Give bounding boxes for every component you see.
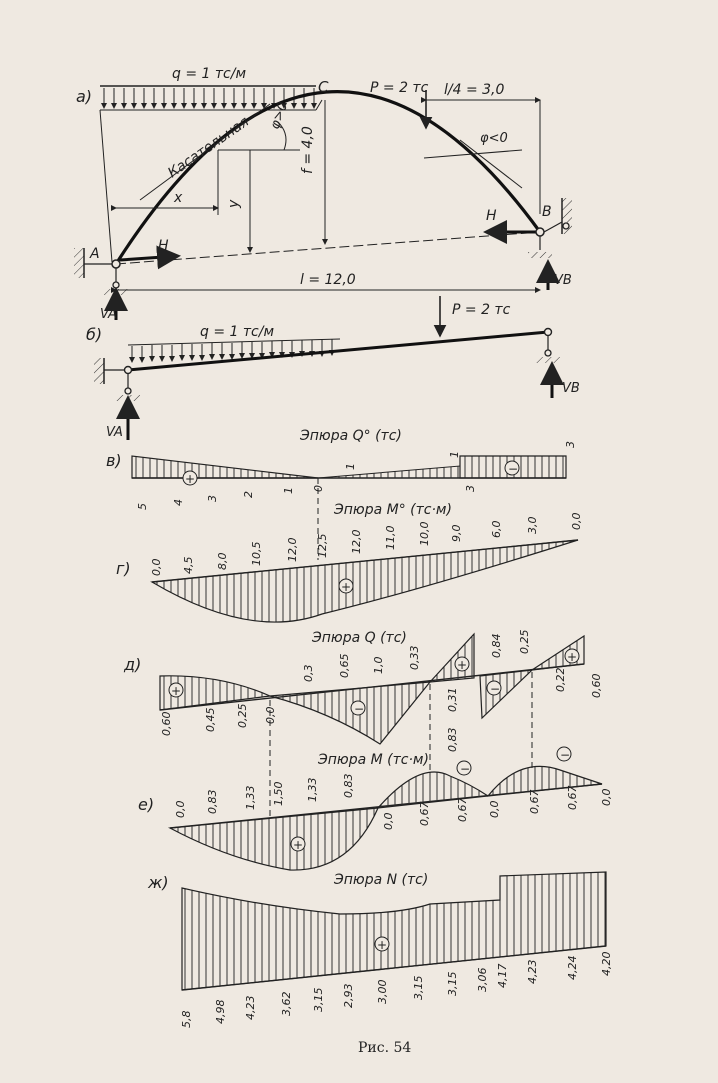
m-lbl-4: 1,33	[306, 777, 319, 802]
q-lbl-3: 0,0	[264, 706, 277, 724]
m0-lbl-3: 10,5	[250, 541, 263, 566]
support-b	[528, 198, 572, 290]
m-lbl-1: 0,83	[206, 789, 219, 814]
beam-va-label: VA	[106, 425, 123, 440]
q0-lbl-0: 5	[136, 503, 149, 510]
m0-lbl-4: 12,0	[286, 537, 299, 562]
q-lbl-10: 0,84	[490, 633, 503, 658]
letter-b: б)	[86, 325, 103, 344]
m0-lbl-7: 11,0	[384, 525, 397, 550]
m0-lbl-1: 4,5	[182, 556, 195, 574]
m0-lbl-11: 3,0	[526, 516, 539, 534]
q-lbl-4: 0,3	[302, 664, 315, 682]
beam-line	[128, 332, 548, 370]
arch-p-label: P = 2 тс	[370, 80, 429, 96]
svg-text:−: −	[508, 462, 519, 476]
beam-vb-label: VB	[562, 381, 580, 396]
q0-lbl-5: 0	[312, 485, 325, 492]
svg-text:+: +	[377, 938, 388, 952]
n-lbl-4: 3,15	[312, 987, 325, 1012]
a-label: A	[90, 246, 100, 262]
phi-neg-label: φ<0	[480, 131, 508, 146]
n-lbl-13: 4,20	[600, 951, 613, 976]
n-lbl-12: 4,24	[566, 955, 579, 980]
m-lbl-12: 0,0	[600, 788, 613, 806]
m-lbl-11: 0,67	[566, 785, 579, 810]
m-lbl-8: 0,67	[456, 797, 469, 822]
svg-text:+: +	[293, 838, 304, 852]
m-diagram	[138, 747, 613, 870]
m0-lbl-6: 12,0	[350, 529, 363, 554]
svg-text:−: −	[460, 762, 471, 776]
quarter-label: l/4 = 3,0	[444, 82, 505, 98]
letter-a: а)	[76, 87, 93, 106]
figure-caption: Рис. 54	[358, 1040, 412, 1056]
x-label: x	[174, 190, 183, 206]
m-lbl-10: 0,67	[528, 789, 541, 814]
q-lbl-6: 1,0	[372, 656, 385, 674]
c-label: C	[318, 78, 329, 96]
beam-q-label: q = 1 тс/м	[200, 324, 275, 340]
arch-chord	[116, 232, 540, 264]
vb-label: VB	[554, 273, 572, 288]
m0-lbl-9: 9,0	[450, 524, 463, 542]
n-lbl-5: 2,93	[342, 983, 355, 1008]
m0-title: Эпюра M° (тс·м)	[334, 502, 452, 518]
q-title: Эпюра Q (тс)	[312, 630, 407, 646]
m0-lbl-2: 8,0	[216, 552, 229, 570]
letter-zh: ж)	[148, 873, 169, 892]
q0-title: Эпюра Q° (тс)	[300, 428, 402, 444]
n-lbl-10: 4,17	[496, 963, 509, 988]
n-lbl-8: 3,15	[446, 971, 459, 996]
m-lbl-5: 0,83	[342, 773, 355, 798]
q-lbl-11: 0,25	[518, 629, 531, 654]
m0-lbl-5: 12,5	[316, 533, 329, 558]
svg-text:−: −	[490, 682, 501, 696]
n-lbl-11: 4,23	[526, 959, 539, 984]
n-lbl-1: 4,98	[214, 999, 227, 1024]
svg-text:+: +	[567, 650, 578, 664]
m0-lbl-10: 6,0	[490, 520, 503, 538]
m-lbl-0: 0,0	[174, 800, 187, 818]
n-lbl-3: 3,62	[280, 991, 293, 1016]
va-label: VA	[100, 307, 117, 322]
q-lbl-8: 0,31	[446, 687, 459, 712]
beam-scheme	[86, 296, 580, 440]
svg-text:−: −	[560, 748, 571, 762]
letter-g: г)	[116, 559, 131, 578]
q0-lbl-9: 3	[564, 441, 577, 448]
q-lbl-13: 0,60	[590, 673, 603, 698]
svg-text:−: −	[354, 702, 365, 716]
q0-diagram	[106, 428, 577, 560]
q0-lbl-1: 4	[172, 499, 185, 506]
q-lbl-12: 0,22	[554, 667, 567, 692]
letter-d: д)	[124, 655, 142, 674]
n-title: Эпюра N (тс)	[334, 872, 429, 888]
m-lbl-9: 0,0	[488, 800, 501, 818]
h-label-left: H	[158, 238, 169, 254]
n-lbl-7: 3,15	[412, 975, 425, 1000]
letter-v: в)	[106, 451, 122, 470]
m-lbl-2: 1,33	[244, 785, 257, 810]
m-lbl-3: 1,50	[272, 781, 285, 806]
m0-lbl-12: 0,0	[570, 512, 583, 530]
phi-pos-label: φ>0	[267, 100, 292, 132]
beam-p-label: P = 2 тс	[452, 302, 511, 318]
q0-lbl-8: 3	[464, 485, 477, 492]
y-label: y	[226, 199, 242, 208]
svg-text:+: +	[185, 472, 196, 486]
m0-diagram	[116, 502, 583, 622]
span-label: l = 12,0	[300, 272, 356, 288]
q0-lbl-6: 1	[344, 463, 357, 470]
m-lbl-6: 0,0	[382, 812, 395, 830]
arch-q-label: q = 1 тс/м	[172, 66, 247, 82]
q0-lbl-4: 1	[282, 487, 295, 494]
n-lbl-6: 3,00	[376, 979, 389, 1004]
q-lbl-7: 0,33	[408, 645, 421, 670]
n-lbl-9: 3,06	[476, 967, 489, 992]
svg-text:+: +	[341, 580, 352, 594]
b-label: B	[542, 204, 552, 220]
n-lbl-2: 4,23	[244, 995, 257, 1020]
n-diagram	[147, 872, 613, 1028]
m-title: Эпюра M (тс·м)	[318, 752, 429, 768]
q-lbl-1: 0,45	[204, 707, 217, 732]
q-lbl-2: 0,25	[236, 703, 249, 728]
q-lbl-0: 0,60	[160, 711, 173, 736]
f-label: f = 4,0	[300, 126, 316, 174]
letter-e: е)	[138, 795, 155, 814]
q-lbl-5: 0,65	[338, 653, 351, 678]
arch-curve	[116, 92, 540, 264]
tangent-label: Касательная	[165, 113, 253, 182]
m-lbl-7: 0,67	[418, 801, 431, 826]
arch-scheme	[74, 66, 572, 322]
svg-text:+: +	[457, 658, 468, 672]
q0-lbl-7: 1	[448, 451, 461, 458]
m0-lbl-8: 10,0	[418, 521, 431, 546]
m0-lbl-0: 0,0	[150, 558, 163, 576]
q0-lbl-2: 3	[206, 495, 219, 502]
svg-text:+: +	[171, 684, 182, 698]
n-lbl-0: 5,8	[180, 1010, 193, 1028]
h-label-right: H	[486, 208, 497, 224]
q0-lbl-3: 2	[242, 491, 255, 498]
q-lbl-9: 0,83	[446, 727, 459, 752]
